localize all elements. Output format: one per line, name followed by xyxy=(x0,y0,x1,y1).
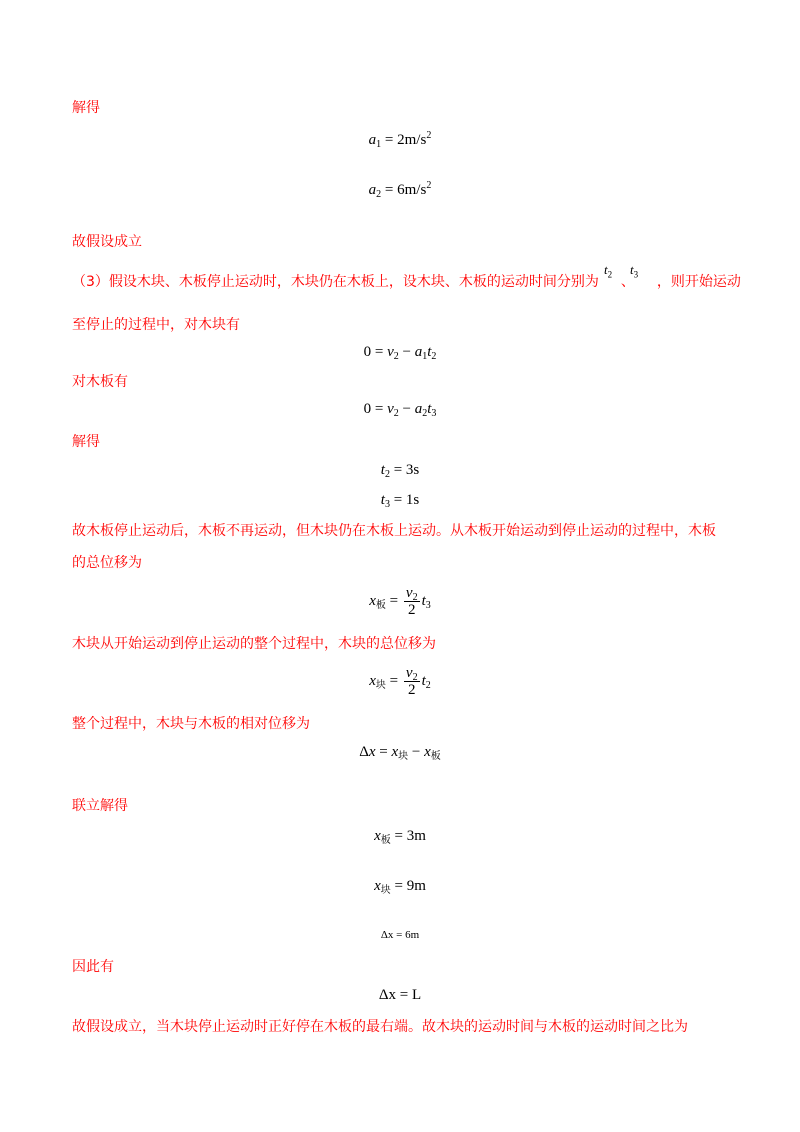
formula-delta-x-value: Δx = 6m xyxy=(380,929,420,941)
formula-a2: $a_2 = 6m/s^2$ xyxy=(368,180,432,200)
formula-x-ban: $x_板$ = $\frac{v_2}{2}$ $t_3$ xyxy=(369,585,431,618)
text-relative-displacement: 整个过程中，木块与木板的相对位移为 xyxy=(72,716,310,732)
formula-board-motion: $0 = v_2 - a_2t_3$ xyxy=(363,401,437,419)
formula-delta-x: $\Delta x = x_块 - x_板$ xyxy=(359,744,441,762)
formula-t2: $t_2 = 3s$ xyxy=(380,462,420,480)
inline-t2: $t_2$ xyxy=(604,262,613,280)
formula-x-kuai: $x_块$ = $\frac{v_2}{2}$ $t_2$ xyxy=(369,665,431,698)
text-block-displacement: 木块从开始运动到停止运动的整个过程中，木块的总位移为 xyxy=(72,636,436,652)
formula-t3: $t_3 = 1s$ xyxy=(380,492,420,510)
text-part3-intro: （3）假设木块、木板停止运动时，木块仍在木板上，设木块、木板的运动时间分别为 、 ，则开始运动 xyxy=(72,274,741,290)
text-assumption-holds-1: 故假设成立 xyxy=(72,234,142,250)
text-jiede-2: 解得 xyxy=(72,434,100,450)
text-for-board: 对木板有 xyxy=(72,374,128,390)
text-block-process: 至停止的过程中，对木块有 xyxy=(72,317,240,333)
text-board-displacement: 的总位移为 xyxy=(72,555,142,571)
text-therefore: 因此有 xyxy=(72,959,114,975)
formula-a1: $a_1 = 2m/s^2$ xyxy=(368,130,432,150)
text-lianli-jiede: 联立解得 xyxy=(72,798,128,814)
text-board-stops: 故木板停止运动后，木板不再运动，但木块仍在木板上运动。从木板开始运动到停止运动的过程中，木板 xyxy=(72,523,716,539)
formula-delta-x-equals-L: Δx = L xyxy=(378,987,422,1003)
formula-block-motion: $0 = v_2 - a_1t_2$ xyxy=(363,344,437,362)
text-jiede-1: 解得 xyxy=(72,100,100,116)
formula-x-ban-value: $x_板 = 3m$ xyxy=(374,828,426,846)
inline-t3: $t_3$ xyxy=(630,262,639,280)
text-conclusion: 故假设成立，当木块停止运动时正好停在木板的最右端。故木块的运动时间与木板的运动时间之比为 xyxy=(72,1019,688,1035)
formula-x-kuai-value: $x_块 = 9m$ xyxy=(374,878,426,896)
